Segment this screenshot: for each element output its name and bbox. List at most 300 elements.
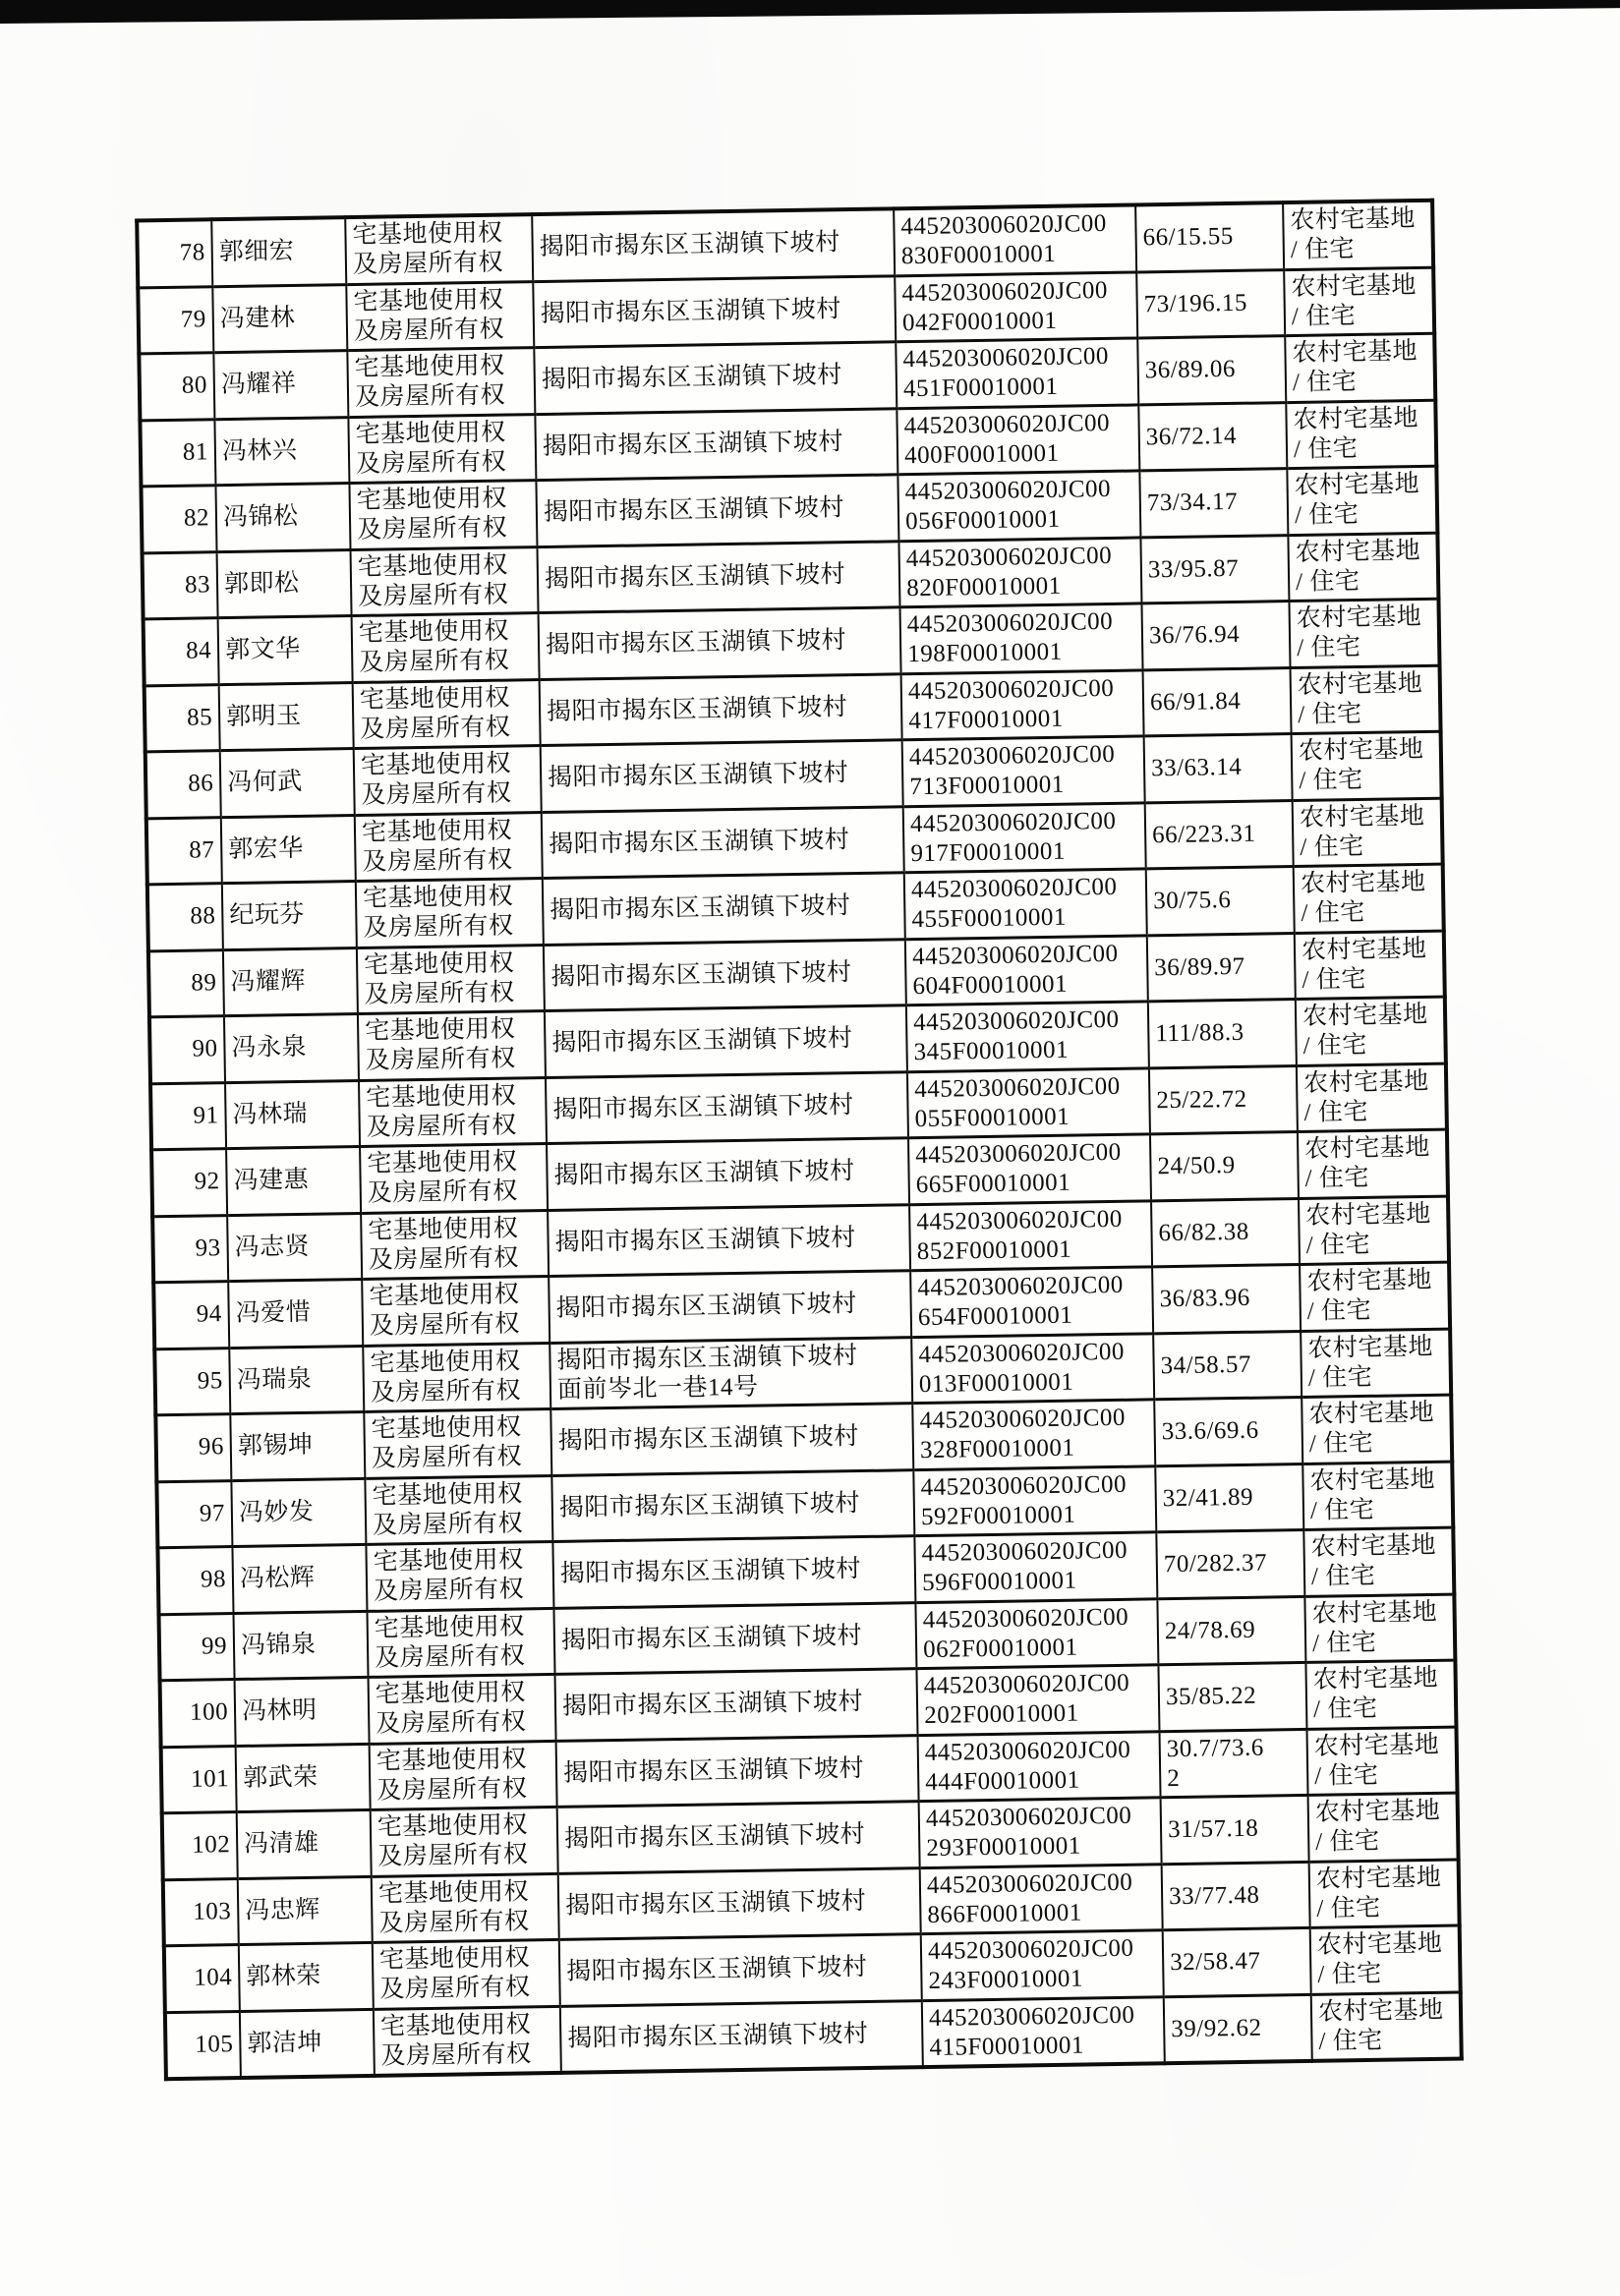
area-cell bbox=[1152, 1264, 1301, 1333]
cell-text: 445203006020JC00 bbox=[919, 1405, 1127, 1435]
row-number-cell bbox=[150, 1082, 226, 1150]
cell-text: 冯耀祥 bbox=[220, 371, 297, 399]
area-cell bbox=[1149, 1065, 1298, 1134]
cell-text: 及房屋所有权 bbox=[371, 1443, 523, 1473]
owner-name-cell bbox=[228, 1279, 363, 1348]
cell-text: 及房屋所有权 bbox=[377, 1841, 529, 1871]
location-cell bbox=[555, 1669, 918, 1741]
cell-text: 917F00010001 bbox=[910, 837, 1067, 867]
cell-text: 及房屋所有权 bbox=[352, 249, 504, 279]
cell-text: 冯林瑞 bbox=[232, 1100, 309, 1128]
cell-text: 及房屋所有权 bbox=[356, 514, 508, 545]
cell-text: 99 bbox=[201, 1632, 228, 1660]
location-cell bbox=[543, 873, 905, 945]
owner-name-cell bbox=[237, 1809, 372, 1878]
parcel-number-cell bbox=[910, 1267, 1153, 1337]
area-cell bbox=[1146, 867, 1295, 936]
cell-text: 293F00010001 bbox=[926, 1832, 1081, 1863]
cell-text: / 住宅 bbox=[1300, 832, 1364, 861]
row-number-cell bbox=[165, 2011, 241, 2079]
cell-text: 455F00010001 bbox=[911, 903, 1068, 934]
parcel-number-cell bbox=[909, 1200, 1152, 1270]
row-number-cell bbox=[148, 949, 224, 1017]
cell-text: 宅基地使用权 bbox=[376, 1746, 528, 1775]
cell-text: 328F00010001 bbox=[919, 1434, 1075, 1464]
cell-text: 66/91.84 bbox=[1149, 687, 1242, 717]
cell-text: 揭阳市揭东区玉湖镇下坡村 bbox=[550, 892, 851, 925]
cell-text: 32/41.89 bbox=[1162, 1483, 1254, 1512]
land-use-cell bbox=[1298, 1129, 1448, 1198]
cell-text: 郭锡坤 bbox=[237, 1432, 314, 1461]
cell-text: 揭阳市揭东区玉湖镇下坡村 bbox=[541, 362, 843, 394]
cell-text: / 住宅 bbox=[1297, 634, 1361, 662]
location-cell bbox=[552, 1536, 915, 1608]
cell-text: 445203006020JC00 bbox=[901, 276, 1109, 307]
parcel-number-cell bbox=[916, 1665, 1159, 1735]
row-number-cell bbox=[143, 551, 218, 619]
right-type-cell bbox=[357, 945, 545, 1013]
land-use-cell bbox=[1284, 267, 1434, 336]
land-use-cell bbox=[1311, 1992, 1462, 2061]
cell-text: 445203006020JC00 bbox=[903, 409, 1111, 439]
cell-text: 揭阳市揭东区玉湖镇下坡村 bbox=[550, 958, 852, 991]
cell-text: 445203006020JC00 bbox=[917, 1272, 1124, 1302]
location-cell bbox=[559, 1934, 922, 2006]
cell-text: 445203006020JC00 bbox=[918, 1338, 1126, 1368]
cell-text: 36/89.06 bbox=[1144, 356, 1237, 384]
area-cell bbox=[1150, 1132, 1299, 1201]
cell-text: / 住宅 bbox=[1310, 1563, 1376, 1591]
cell-text: 24/78.69 bbox=[1164, 1616, 1256, 1644]
location-cell bbox=[537, 541, 899, 612]
cell-text: 揭阳市揭东区玉湖镇下坡村 bbox=[539, 229, 840, 261]
cell-text: 86 bbox=[188, 770, 214, 797]
land-use-cell bbox=[1306, 1727, 1457, 1796]
parcel-number-cell bbox=[900, 603, 1143, 673]
row-number-cell bbox=[162, 1812, 238, 1880]
cell-text: 70/282.37 bbox=[1163, 1549, 1268, 1578]
cell-text: 揭阳市揭东区玉湖镇下坡村 bbox=[558, 1489, 861, 1521]
cell-text: 78 bbox=[179, 239, 205, 267]
cell-text: 31/57.18 bbox=[1167, 1814, 1259, 1844]
owner-name-cell bbox=[232, 1544, 367, 1613]
owner-name-cell bbox=[233, 1611, 368, 1680]
cell-text: 445203006020JC00 bbox=[925, 1802, 1132, 1833]
cell-text: 揭阳市揭东区玉湖镇下坡村 bbox=[545, 627, 847, 660]
cell-text: 32/58.47 bbox=[1169, 1947, 1261, 1977]
cell-text: 及房屋所有权 bbox=[363, 912, 514, 943]
cell-text: 105 bbox=[195, 2030, 234, 2058]
cell-text: 30/75.6 bbox=[1153, 887, 1232, 915]
owner-name-cell bbox=[218, 616, 353, 685]
cell-text: 揭阳市揭东区玉湖镇下坡村 bbox=[552, 1091, 854, 1123]
land-use-cell bbox=[1299, 1196, 1449, 1265]
parcel-number-cell bbox=[895, 271, 1137, 341]
cell-text: 冯瑞泉 bbox=[236, 1365, 313, 1394]
cell-text: 宅基地使用权 bbox=[372, 1480, 523, 1510]
cell-text: 农村宅基地 bbox=[1314, 1798, 1441, 1827]
owner-name-cell bbox=[222, 882, 357, 950]
cell-text: 揭阳市揭东区玉湖镇下坡村 bbox=[556, 1342, 858, 1374]
land-use-cell bbox=[1302, 1395, 1452, 1464]
owner-name-cell bbox=[223, 947, 358, 1016]
cell-text: 农村宅基地 bbox=[1316, 1930, 1443, 1960]
owner-name-cell bbox=[239, 1942, 374, 2011]
right-type-cell bbox=[363, 1343, 550, 1411]
cell-text: 农村宅基地 bbox=[1308, 1400, 1435, 1429]
location-cell bbox=[553, 1602, 916, 1674]
cell-text: 宅基地使用权 bbox=[379, 2011, 532, 2040]
cell-text: 592F00010001 bbox=[920, 1501, 1076, 1530]
cell-text: 445203006020JC00 bbox=[910, 874, 1118, 904]
cell-text: / 住宅 bbox=[1293, 434, 1359, 463]
cell-text: 宅基地使用权 bbox=[361, 817, 513, 846]
cell-text: / 住宅 bbox=[1304, 1165, 1370, 1193]
right-type-cell bbox=[352, 613, 540, 682]
area-cell bbox=[1139, 469, 1288, 538]
right-type-cell bbox=[347, 348, 535, 417]
cell-text: 纪玩芬 bbox=[229, 901, 306, 930]
land-use-cell bbox=[1309, 1860, 1460, 1928]
cell-text: 33.6/69.6 bbox=[1161, 1416, 1259, 1446]
cell-text: 农村宅基地 bbox=[1312, 1665, 1439, 1694]
cell-text: / 住宅 bbox=[1309, 1496, 1375, 1524]
cell-text: 揭阳市揭东区玉湖镇下坡村 bbox=[567, 2020, 869, 2052]
cell-text: 451F00010001 bbox=[902, 373, 1059, 403]
cell-text: 揭阳市揭东区玉湖镇下坡村 bbox=[543, 494, 845, 527]
parcel-number-cell bbox=[912, 1400, 1155, 1469]
cell-text: / 住宅 bbox=[1295, 567, 1360, 596]
parcel-number-cell bbox=[911, 1333, 1154, 1403]
cell-text: 056F00010001 bbox=[904, 505, 1061, 536]
row-number-cell bbox=[155, 1414, 231, 1482]
cell-text: 及房屋所有权 bbox=[366, 1112, 517, 1141]
location-cell bbox=[535, 408, 897, 480]
cell-text: / 住宅 bbox=[1315, 1828, 1380, 1857]
cell-text: 冯何武 bbox=[227, 769, 303, 797]
area-cell bbox=[1164, 1994, 1312, 2063]
cell-text: 445203006020JC00 bbox=[921, 1537, 1128, 1568]
cell-text: 及房屋所有权 bbox=[370, 1377, 522, 1406]
right-type-cell bbox=[370, 1741, 557, 1809]
land-use-cell bbox=[1302, 1462, 1453, 1530]
cell-text: 101 bbox=[190, 1764, 230, 1793]
cell-text: 30.7/73.6 bbox=[1166, 1734, 1264, 1762]
cell-text: 866F00010001 bbox=[927, 1899, 1083, 1928]
cell-text: 103 bbox=[193, 1897, 232, 1925]
cell-text: 宅基地使用权 bbox=[366, 1082, 517, 1112]
cell-text: 654F00010001 bbox=[917, 1301, 1073, 1332]
cell-text: 宅基地使用权 bbox=[377, 1878, 530, 1908]
right-type-cell bbox=[346, 281, 534, 350]
location-cell bbox=[536, 475, 898, 546]
right-type-cell bbox=[361, 1210, 549, 1279]
owner-name-cell bbox=[225, 1080, 360, 1149]
cell-text: 96 bbox=[198, 1433, 225, 1461]
cell-text: 宅基地使用权 bbox=[354, 352, 505, 382]
right-type-cell bbox=[348, 414, 536, 483]
right-type-cell bbox=[356, 879, 544, 947]
cell-text: 33/63.14 bbox=[1150, 754, 1243, 782]
cell-text: 415F00010001 bbox=[929, 2032, 1085, 2061]
cell-text: 013F00010001 bbox=[918, 1368, 1074, 1398]
parcel-number-cell bbox=[905, 935, 1148, 1004]
land-use-cell bbox=[1291, 665, 1441, 734]
cell-text: 400F00010001 bbox=[903, 439, 1060, 469]
cell-text: 66/223.31 bbox=[1151, 820, 1256, 849]
land-use-cell bbox=[1297, 1063, 1447, 1132]
right-type-cell bbox=[345, 214, 533, 284]
cell-text: 揭阳市揭东区玉湖镇下坡村 bbox=[554, 1224, 856, 1256]
cell-text: 冯锦泉 bbox=[240, 1631, 317, 1659]
land-use-cell bbox=[1293, 798, 1443, 867]
cell-text: 445203006020JC00 bbox=[904, 476, 1112, 506]
owner-name-cell bbox=[238, 1876, 373, 1945]
cell-text: 及房屋所有权 bbox=[375, 1642, 526, 1672]
cell-text: 及房屋所有权 bbox=[359, 647, 510, 677]
cell-text: 852F00010001 bbox=[916, 1235, 1072, 1265]
row-number-cell bbox=[137, 219, 212, 287]
cell-text: 揭阳市揭东区玉湖镇下坡村 bbox=[540, 295, 841, 327]
owner-name-cell bbox=[217, 549, 352, 618]
area-cell bbox=[1143, 667, 1292, 736]
owner-name-cell bbox=[212, 284, 347, 353]
cell-text: 445203006020JC00 bbox=[905, 542, 1113, 572]
scan-notch-artifact bbox=[704, 6, 722, 16]
cell-text: 及房屋所有权 bbox=[367, 1177, 519, 1208]
cell-text: 79 bbox=[180, 306, 207, 333]
cell-text: / 住宅 bbox=[1290, 236, 1356, 264]
right-type-cell bbox=[365, 1475, 552, 1544]
cell-text: 宅基地使用权 bbox=[368, 1215, 519, 1244]
row-number-cell bbox=[152, 1215, 228, 1283]
right-type-cell bbox=[351, 546, 539, 615]
location-cell bbox=[539, 607, 901, 679]
cell-text: 24/50.9 bbox=[1157, 1152, 1236, 1180]
cell-text: 33/95.87 bbox=[1147, 554, 1240, 584]
location-cell bbox=[532, 208, 895, 281]
cell-text: 243F00010001 bbox=[928, 1965, 1084, 1995]
owner-name-cell bbox=[240, 2009, 375, 2078]
row-number-cell bbox=[139, 353, 214, 421]
cell-text: 农村宅基地 bbox=[1300, 869, 1426, 898]
owner-name-cell bbox=[235, 1677, 370, 1746]
cell-text: 面前岑北一巷14号 bbox=[556, 1373, 759, 1404]
cell-text: / 住宅 bbox=[1312, 1695, 1378, 1724]
land-use-cell bbox=[1287, 466, 1437, 535]
cell-text: 农村宅基地 bbox=[1305, 1200, 1431, 1230]
parcel-number-cell bbox=[903, 802, 1146, 872]
cell-text: 及房屋所有权 bbox=[364, 979, 515, 1008]
right-type-cell bbox=[373, 1939, 560, 2008]
location-cell bbox=[545, 1005, 907, 1077]
cell-text: 445203006020JC00 bbox=[912, 1006, 1120, 1037]
scan-edge-artifact bbox=[0, 0, 1620, 24]
cell-text: / 住宅 bbox=[1294, 501, 1360, 530]
row-number-cell bbox=[151, 1149, 227, 1217]
cell-text: 66/15.55 bbox=[1142, 223, 1235, 252]
cell-text: 及房屋所有权 bbox=[380, 2040, 532, 2070]
land-use-cell bbox=[1285, 333, 1435, 402]
cell-text: 宅基地使用权 bbox=[376, 1811, 529, 1842]
row-number-cell bbox=[141, 486, 216, 553]
cell-text: 83 bbox=[184, 571, 211, 599]
cell-text: 2 bbox=[1167, 1764, 1181, 1792]
owner-name-cell bbox=[229, 1346, 364, 1414]
location-cell bbox=[550, 1337, 912, 1408]
cell-text: 农村宅基地 bbox=[1291, 271, 1418, 301]
cell-text: 郭宏华 bbox=[228, 834, 305, 863]
cell-text: 宅基地使用权 bbox=[367, 1148, 518, 1178]
cell-text: 713F00010001 bbox=[909, 771, 1065, 801]
owner-name-cell bbox=[215, 484, 350, 552]
cell-text: 农村宅基地 bbox=[1301, 935, 1427, 964]
cell-text: 冯林兴 bbox=[221, 436, 298, 465]
cell-text: 农村宅基地 bbox=[1315, 1864, 1442, 1893]
cell-text: 445203006020JC00 bbox=[900, 210, 1108, 241]
cell-text: 85 bbox=[186, 704, 213, 731]
owner-name-cell bbox=[220, 749, 355, 818]
area-cell bbox=[1153, 1331, 1302, 1400]
cell-text: / 住宅 bbox=[1302, 1032, 1367, 1061]
cell-text: 农村宅基地 bbox=[1295, 537, 1421, 566]
cell-text: 农村宅基地 bbox=[1292, 338, 1418, 368]
cell-text: 89 bbox=[191, 969, 217, 997]
row-number-cell bbox=[147, 884, 223, 951]
cell-text: 91 bbox=[193, 1101, 219, 1129]
owner-name-cell bbox=[236, 1744, 371, 1812]
area-cell bbox=[1163, 1927, 1311, 1996]
cell-text: 80 bbox=[181, 372, 208, 399]
cell-text: 冯林明 bbox=[241, 1696, 318, 1726]
cell-text: 198F00010001 bbox=[907, 638, 1063, 668]
area-cell bbox=[1147, 933, 1296, 1002]
cell-text: 及房屋所有权 bbox=[354, 381, 506, 412]
cell-text: 郭即松 bbox=[223, 569, 300, 598]
cell-text: 农村宅基地 bbox=[1297, 669, 1423, 699]
cell-text: 36/76.94 bbox=[1148, 621, 1241, 650]
cell-text: 445203006020JC00 bbox=[927, 1934, 1134, 1966]
cell-text: 445203006020JC00 bbox=[909, 807, 1117, 837]
land-use-cell bbox=[1304, 1594, 1455, 1663]
land-use-cell bbox=[1300, 1262, 1450, 1331]
location-cell bbox=[534, 342, 897, 414]
cell-text: 冯松辉 bbox=[239, 1565, 316, 1593]
cell-text: 100 bbox=[189, 1698, 229, 1727]
cell-text: 农村宅基地 bbox=[1309, 1465, 1436, 1495]
cell-text: 87 bbox=[189, 836, 215, 864]
owner-name-cell bbox=[213, 351, 348, 420]
row-number-cell bbox=[163, 1878, 239, 1946]
cell-text: 宅基地使用权 bbox=[355, 419, 506, 448]
cell-text: 揭阳市揭东区玉湖镇下坡村 bbox=[549, 826, 850, 858]
cell-text: / 住宅 bbox=[1292, 369, 1358, 397]
row-number-cell bbox=[145, 684, 220, 752]
cell-text: 郭细宏 bbox=[218, 238, 295, 266]
land-use-cell bbox=[1286, 400, 1436, 469]
right-type-cell bbox=[367, 1608, 554, 1677]
cell-text: / 住宅 bbox=[1316, 1894, 1381, 1923]
cell-text: 揭阳市揭东区玉湖镇下坡村 bbox=[561, 1689, 864, 1721]
cell-text: 345F00010001 bbox=[913, 1036, 1070, 1066]
cell-text: 宅基地使用权 bbox=[370, 1348, 521, 1377]
parcel-number-cell bbox=[914, 1532, 1157, 1602]
cell-text: 郭武荣 bbox=[242, 1763, 318, 1792]
cell-text: 445203006020JC00 bbox=[924, 1736, 1131, 1766]
location-cell bbox=[550, 1404, 913, 1475]
cell-text: 揭阳市揭东区玉湖镇下坡村 bbox=[553, 1158, 855, 1190]
right-type-cell bbox=[359, 1077, 547, 1146]
location-cell bbox=[556, 1735, 919, 1807]
cell-text: 104 bbox=[194, 1964, 233, 1991]
owner-name-cell bbox=[219, 682, 354, 751]
owner-name-cell bbox=[211, 217, 346, 286]
area-cell bbox=[1135, 202, 1284, 271]
parcel-number-cell bbox=[901, 669, 1144, 739]
cell-text: 445203006020JC00 bbox=[916, 1205, 1123, 1235]
cell-text: 郭洁坤 bbox=[247, 2029, 323, 2057]
cell-text: 冯建惠 bbox=[233, 1167, 310, 1195]
cell-text: 102 bbox=[191, 1831, 231, 1860]
cell-text: 444F00010001 bbox=[925, 1766, 1080, 1796]
cell-text: 35/85.22 bbox=[1165, 1682, 1257, 1711]
cell-text: 农村宅基地 bbox=[1306, 1267, 1433, 1296]
cell-text: / 住宅 bbox=[1314, 1761, 1379, 1790]
cell-text: / 住宅 bbox=[1318, 2027, 1383, 2055]
location-cell bbox=[542, 806, 904, 878]
cell-text: 揭阳市揭东区玉湖镇下坡村 bbox=[546, 693, 848, 725]
parcel-number-cell bbox=[904, 869, 1147, 939]
cell-text: 及房屋所有权 bbox=[355, 448, 507, 478]
parcel-number-cell bbox=[918, 1731, 1161, 1801]
cell-text: 冯耀辉 bbox=[230, 967, 307, 996]
cell-text: 揭阳市揭东区玉湖镇下坡村 bbox=[544, 560, 846, 593]
cell-text: 揭阳市揭东区玉湖镇下坡村 bbox=[559, 1556, 862, 1588]
cell-text: 宅基地使用权 bbox=[362, 883, 514, 913]
cell-text: / 住宅 bbox=[1301, 899, 1365, 928]
area-cell bbox=[1136, 269, 1285, 338]
row-number-cell bbox=[160, 1680, 236, 1748]
area-cell bbox=[1158, 1662, 1306, 1731]
land-use-cell bbox=[1303, 1527, 1454, 1596]
right-type-cell bbox=[364, 1408, 551, 1477]
cell-text: 97 bbox=[199, 1499, 226, 1527]
owner-name-cell bbox=[226, 1146, 361, 1215]
cell-text: 604F00010001 bbox=[912, 970, 1069, 1000]
location-cell bbox=[540, 673, 902, 745]
cell-text: 宅基地使用权 bbox=[374, 1613, 525, 1642]
cell-text: 郭明玉 bbox=[225, 702, 302, 730]
cell-text: 73/196.15 bbox=[1143, 289, 1248, 318]
area-cell bbox=[1145, 800, 1294, 869]
land-use-cell bbox=[1283, 201, 1433, 269]
location-cell bbox=[549, 1271, 911, 1343]
cell-text: 宅基地使用权 bbox=[375, 1679, 527, 1709]
right-type-cell bbox=[349, 481, 537, 549]
parcel-number-cell bbox=[897, 404, 1139, 474]
cell-text: / 住宅 bbox=[1306, 1297, 1372, 1326]
cell-text: 94 bbox=[196, 1300, 222, 1328]
cell-text: 宅基地使用权 bbox=[358, 617, 510, 648]
cell-text: 36/83.96 bbox=[1159, 1285, 1251, 1313]
cell-text: 445203006020JC00 bbox=[908, 741, 1116, 772]
parcel-number-cell bbox=[921, 1930, 1164, 2000]
parcel-number-cell bbox=[913, 1465, 1156, 1535]
cell-text: 宅基地使用权 bbox=[356, 485, 507, 515]
row-number-cell bbox=[164, 1945, 240, 2013]
cell-text: 665F00010001 bbox=[915, 1169, 1071, 1199]
cell-text: / 住宅 bbox=[1291, 302, 1357, 330]
